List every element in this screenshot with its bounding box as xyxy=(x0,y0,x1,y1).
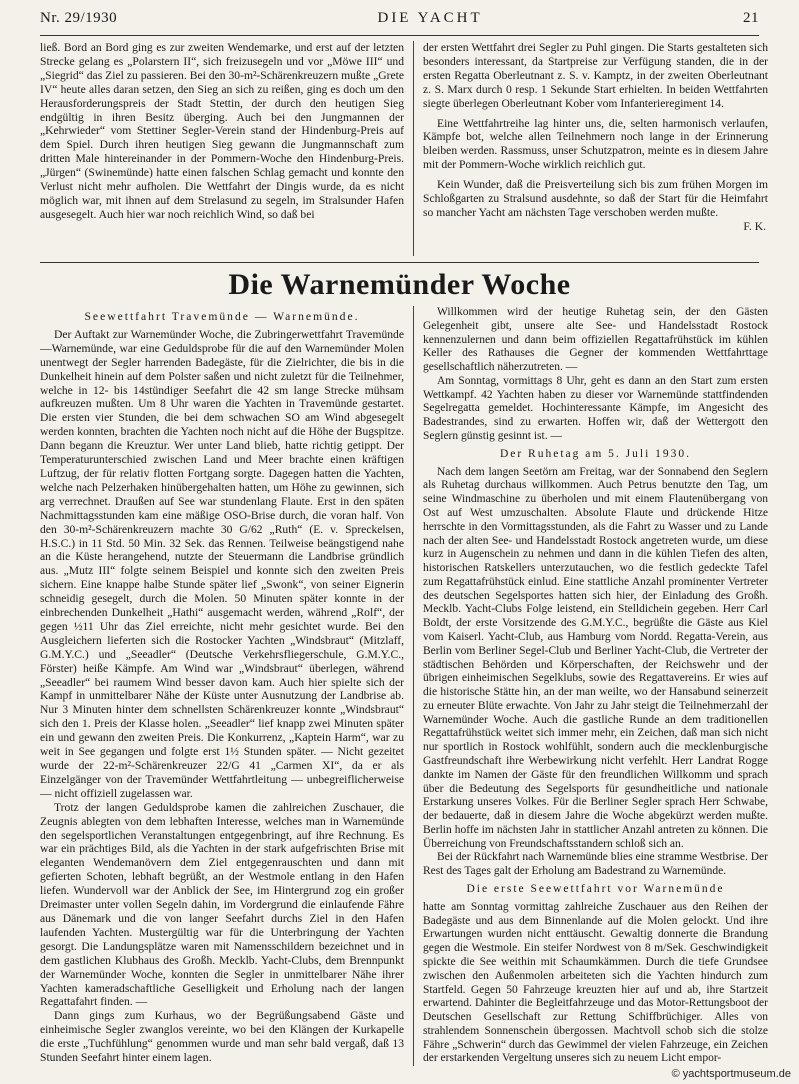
page-header xyxy=(40,10,759,34)
article-paragraph: Trotz der langen Geduldsprobe kamen die zahlreichen Zuschauer, die Zeugnis ablegten von dem lebhaften Interesse, welches man in Warnemünde den segelsportlichen Veranstaltungen entgegenbringt, auf ihre Rechnung. Es war ein prächtiges Bild, als die Yachten in der stark aufgefrischten Brise mit eleganten Wendemanövern dem Ziel entgegenrauschten und dann mit gefierten Schoten, lebhaft begrüßt, an der Westmole entlang in den Hafen liefen. Wundervoll war der Anblick der See, im Hintergrund zog ein großer Dreimaster unter vollen Segeln dahin, im Vordergrund die einlaufende Fähre aus Dänemark und die von langer Seefahrt durchs Ziel in den Hafen laufenden Yachten. Mustergültig war für die Unterbringung der Yachten gesorgt. Die Landungsplätze waren mit Namensschildern bezeichnet und in dem gastlichen Klubhaus des Großh. Mecklb. Yacht-Clubs, dem Brennpunkt der Warnemünder Woche, konnten die Segler in unmittelbarer Nähe ihrer Yachten kameradschaftliche Geselligkeit und Erholung nach der langen Regattafahrt finden. — xyxy=(40,800,404,1009)
header-rule xyxy=(40,35,759,36)
copyright-icon: © xyxy=(671,1068,680,1080)
column-divider xyxy=(413,41,414,256)
page-number: 21 xyxy=(742,10,759,26)
section-subheading: Die erste Seewettfahrt vor Warnemünde xyxy=(466,883,725,896)
article-paragraph: Der Auftakt zur Warnemünder Woche, die Zubringerwettfahrt Travemünde—Warnemünde, war eine Geduldsprobe für die auf den Warnemünder Molen unentwegt der Segler harrenden Badegäste, für die Zielrichter, die bis in die Dunkelheit hinein auf dem Polster saßen und nicht zuletzt für die Teilnehmer, welche in 12- bis 14stündiger Seefahrt die 42 sm lange Strecke mühsam aufkreuzen mußten. Um 8 Uhr waren die Yachten in Travemünde gestartet. Die ersten vier Stunden, die bei dem schwachen SO am Wind abgesegelt werden konnten, brachten die Yachten noch nicht auf die Höhe der Bugspitze. Dann begann die Kreuztur. Wer unter Land blieb, hatte richtig getippt. Der Temperaturunterschied zwischen Land und Meer brachte einen kräftigen Luftzug, der für relativ flotten Fortgang sorgte. Dagegen hatten die Yachten, welche nach Pelzerhaken hinübergehalten hatten, um Höhe zu gewinnen, sich arg verrechnet. Draußen auf See war stundenlang Flaute. Erst in den späten Nachmittagsstunden kam eine mäßige OSO-Brise durch, die voran half. Von den 30-m²-Schärenkreuzern machte 30 G/62 „Ruth“ (E. v. Spreckelsen, H.S.C.) in 11 Std. 50 Min. 32 Sek. das Rennen. Teilweise beängstigend nahe an die Küste herangehend, nutzte der Steuermann die Landbrise gründlich aus. „Mutz III“ folgte seinem Beispiel und konnte sich den zweiten Preis sichern. Eine knappe halbe Stunde später lief „Swonk“, von seiner Eignerin schneidig gesegelt, durch die Molen. 50 Minuten später konnte in der einbrechenden Dunkelheit „Hathi“ ausgemacht werden, während „Rolf“, der gegen ½11 Uhr das Ziel erreichte, nicht mehr gesichtet wurde. Bei den Ausgleichern lieferten sich die Rostocker Yachten „Windsbraut“ (Mitzlaff, G.M.Y.C.) und „Seeadler“ (Deutsche Verkehrsfliegerschule, G.M.Y.C., Förster) heiße Kämpfe. Am Wind war „Windsbraut“ überlegen, während „Seeadler“ bei raumem Wind besser davon kam. Auch hier spielte sich der Kampf in unmittelbarer Nähe der Küste unter Ausnutzung der Landbrise ab. Nur 3 Minuten hinter dem schnellsten Schärenkreuzer konnte „Windsbraut“ sich den 1. Preis der Klasse holen. „Seeadler“ lief knapp zwei Minuten später ein und gewann den zweiten Preis. Die Konkurrenz, „Kaptein Harm“, war zu weit in See gegangen und folgte erst 1½ Stunden später. — Nicht gezeitet wurde der 22-m²-Schärenkreuzer 22/G 41 „Carmen XI“, da er als Einzelgänger von der Travemünder Wettfahrtleitung — unbegreiflicherweise — nicht offiziell zugelassen war. xyxy=(40,327,404,800)
article-paragraph: Dann gings zum Kurhaus, wo der Begrüßungsabend Gäste und einheimische Segler zwanglos vereinte, wo bei den Klängen der Kurkapelle die erste „Tuchfühlung“ genommen wurde und man sehr bald vergaß, daß 13 Stunden Seefahrt hinter einem lagen. xyxy=(40,1009,404,1065)
top-left-column xyxy=(40,41,404,222)
section-rule xyxy=(40,262,759,263)
article-left-column xyxy=(40,306,404,1065)
author-signature: F. K. xyxy=(743,219,766,233)
website-text: yachtsportmuseum.de xyxy=(682,1068,791,1080)
top-left-paragraph: ließ. Bord an Bord ging es zur zweiten Wendemarke, und erst auf der letzten Strecke gelang es „Polarstern II“, sich freizusegeln und vor „Möwe III“ und „Siegrid“ das Ziel zu passieren. Bei den 30-m²-Schärenkreuzern mußte „Grete IV“ heute alles daran setzen, den Sieg an sich zu reißen, ging es doch um den Herausforderungspreis der Stadt Stettin, der durch den heutigen Sieg endgültig in ihren Besitz überging. Auch bei den Jungmannen der „Kehrwieder“ vom Stettiner Segler-Verein stand der Hindenburg-Preis auf dem Spiel. Durch ihren heutigen Sieg gewann die Jungmannschaft zum dritten Male hintereinander in der Pommern-Woche den Hindenburg-Preis. „Jürgen“ (Swinemünde) hatte einen falschen Schlag gemacht und konnte den Verlust nicht mehr aufholen. Die Wettfahrt der Dingis wurde, da es nicht möglich war, mit ihnen auf dem Strelasund zu segeln, im Stralsunder Hafen ausgesegelt. Auch hier war noch reichlich Wind, so daß bei xyxy=(40,41,404,221)
magazine-title: DIE YACHT xyxy=(377,10,483,26)
issue-number: Nr. 29/1930 xyxy=(40,10,118,26)
top-right-paragraph: Eine Wettfahrtreihe lag hinter uns, die, selten harmonisch verlaufen, Kämpfe bot, welche allen Teilnehmern noch lange in der Erinnerung bleiben werden. Rassmuss, unser Schutzpatron, meinte es in diesem Jahre mit der Pommern-Woche wirklich reichlich gut. xyxy=(423,116,768,172)
article-paragraph: Nach dem langen Seetörn am Freitag, war der Sonnabend den Seglern als Ruhetag durchaus willkommen. Auch Petrus benutzte den Tag, um seine Windmaschine zu überholen und mit einem Flautenübergang von Ost auf West umzuschalten. Absolute Flaute und drückende Hitze herrschte in den Vormittagsstunden, als die Fahrt zu Wasser und zu Lande nach der alten See- und Handelsstadt Rostock angetreten wurde, um diese kurz in Augenschein zu nehmen und dann in die kühlen Tiefen des alten, historischen Ratskellers unterzutauchen, wo die festlich gedeckte Tafel zum Regattafrühstück einlud. Eine stattliche Anzahl prominenter Vertreter des deutschen Segelsportes hatten sich hier, der Einladung des Großh. Mecklb. Yacht-Clubs Folge leistend, ein Stelldichein gegeben. Herr Carl Boldt, der erste Vorsitzende des G.M.Y.C., begrüßte die Gäste aus Kiel vom Kaiserl. Yacht-Club, aus Hamburg vom Nordd. Regatta-Verein, aus Berlin vom Berliner Segel-Club und Berliner Yacht-Club, die Vertreter der städtischen Behörden und Körperschaften, der Reichswehr und der übrigen einheimischen Segelklubs, sowie des Regattavereins. Er wies auf die historische Stätte hin, an der man weilte, wo der Hansabund seinerzeit zu erneuter Blüte erwachte. Von Jahr zu Jahr steigt die Teilnehmerzahl der Warnemünder Woche. Auch die gastliche Runde an dem traditionellen Regattafrühstück weitet sich immer mehr, ein Zeichen, daß man sich nicht nur sportlich in Rostock wohlfühlt, sondern auch die mecklenburgische Gastfreundschaft ihre Werbewirkung nicht verfehlt. Herr Landrat Rogge dankte im Namen der Gäste für den freundlichen Willkomm und sprach über die Bedeutung des Segelsports für gesundheitliche und nationale Erstarkung unseres Volkes. Für die Berliner Segler sprach Herr Schwabe, der bedauerte, daß in diesem Jahre die Woche abgekürzt werden mußte. Berlin hoffe im nächsten Jahr in stattlicher Anzahl antreten zu können. Die Überreichung von Freundschaftsstandern schloß sich an. xyxy=(423,465,768,850)
article-paragraph: Willkommen wird der heutige Ruhetag sein, der den Gästen Gelegenheit gibt, unsere alte See- und Handelsstadt Rostock kennenzulernen und dann beim offiziellen Regattafrühstück im kühlen Keller des Rathauses die Gegner der kommenden Wettfahrttage gesellschaftlich näherzutreten. — xyxy=(423,306,768,374)
column-divider xyxy=(413,306,414,1066)
top-right-paragraph: Kein Wunder, daß die Preisverteilung sich bis zum frühen Morgen im Schloßgarten zu Stralsund ausdehnte, so daß der Start für die Heimfahrt so mancher Yacht am nächsten Tage verschoben werden mußte. xyxy=(423,178,768,219)
article-right-column xyxy=(423,306,768,1066)
section-subheading: Seewettfahrt Travemünde — Warnemünde. xyxy=(84,310,360,323)
top-right-paragraph: der ersten Wettfahrt drei Segler zu Puhl gingen. Die Starts gestalteten sich besonders interessant, da Startpreise zur Verfügung standen, die in der ersten Regatta Oberleutnant z. S. v. Kamptz, in der zweiten Oberleutnant z. S. Marx durch 0 resp. 1 Sekunde Start erhielten. In beiden Wettfahrten siegte überlegen Oberleutnant Kober vom Infanterieregiment 14. xyxy=(423,41,768,110)
article-title: Die Warnemünder Woche xyxy=(228,268,571,301)
watermark xyxy=(672,1068,791,1080)
article-paragraph: Am Sonntag, vormittags 8 Uhr, geht es dann an den Start zum ersten Wettkampf. 42 Yachten haben zu dieser vor Warnemünde stattfindenden Segelregatta gemeldet. Hochinteressante Kämpfe, im Angesicht des Badestrandes, sind zu erwarten. Hoffen wir, daß der Wettergott den Seglern günstig gesinnt ist. — xyxy=(423,374,768,443)
article-paragraph: hatte am Sonntag vormittag zahlreiche Zuschauer aus den Reihen der Badegäste und aus dem Binnenlande auf die Molen gelockt. Und ihre Erwartungen wurden nicht enttäuscht. Gewaltig donnerte die Brandung gegen die Westmole. Ein steifer Nordwest von 8 m/Sek. Geschwindigkeit spickte die See weithin mit Schaumkämmen. Durch die tiefe Grundsee zwischen den Außenmolen arbeiteten sich die Yachten hindurch zum Startfeld. Gegen 50 Fahrzeuge kreuzten hier auf und ab, ihre Startzeit erwartend. Dahinter die Begleitfahrzeuge und das Motor-Rettungsboot der Deutschen Gesellschaft zur Rettung Schiffbrüchiger. Alles von strahlendem Sonnenschein übergossen. Machtvoll schob sich die stolze Fähre „Schwerin“ durch das Gewimmel der vielen Fahrzeuge, ein Zeichen der erstarkenden Vergeltung unseres sich zu neuem Licht empor- xyxy=(423,900,768,1065)
section-subheading: Der Ruhetag am 5. Juli 1930. xyxy=(499,447,692,460)
article-paragraph: Bei der Rückfahrt nach Warnemünde blies eine stramme Westbrise. Der Rest des Tages galt der Erholung am Badestrand zu Warnemünde. xyxy=(423,851,768,878)
top-right-column xyxy=(423,41,768,234)
